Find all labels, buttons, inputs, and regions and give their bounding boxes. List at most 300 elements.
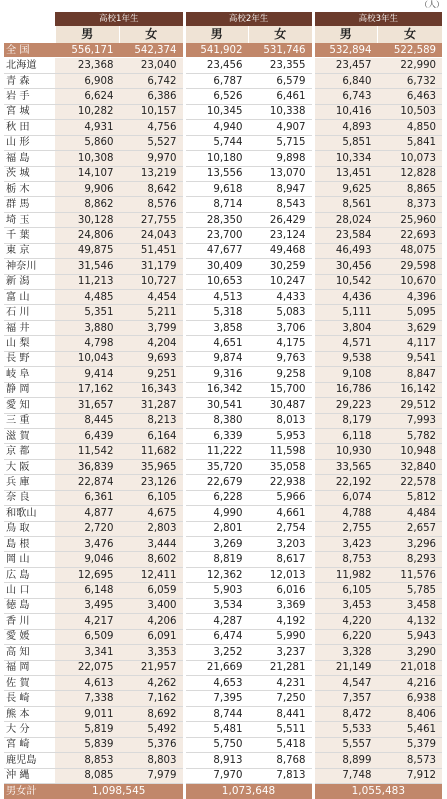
table-cell: 10,282 bbox=[55, 104, 120, 119]
table-cell: 11,682 bbox=[120, 444, 185, 459]
table-row bbox=[4, 614, 442, 629]
prefecture-label: 大 阪 bbox=[4, 459, 55, 474]
table-cell: 8,543 bbox=[249, 197, 314, 212]
table-cell: 23,584 bbox=[313, 228, 378, 243]
table-row bbox=[4, 197, 442, 212]
prefecture-label: 和歌山 bbox=[4, 506, 55, 521]
table-row bbox=[4, 691, 442, 706]
prefecture-label: 石 川 bbox=[4, 305, 55, 320]
prefecture-label: 神奈川 bbox=[4, 259, 55, 274]
table-cell: 8,441 bbox=[249, 706, 314, 721]
table-cell: 4,204 bbox=[120, 336, 185, 351]
table-cell: 4,206 bbox=[120, 614, 185, 629]
table-row bbox=[4, 490, 442, 505]
table-cell: 22,874 bbox=[55, 475, 120, 490]
prefecture-label: 福 井 bbox=[4, 320, 55, 335]
table-cell: 6,386 bbox=[120, 89, 185, 104]
prefecture-label: 熊 本 bbox=[4, 706, 55, 721]
table-cell: 4,436 bbox=[313, 290, 378, 305]
table-cell: 12,362 bbox=[184, 567, 249, 582]
table-cell: 11,542 bbox=[55, 444, 120, 459]
table-cell: 12,828 bbox=[378, 166, 443, 181]
table-row bbox=[4, 212, 442, 227]
table-cell: 10,308 bbox=[55, 151, 120, 166]
table-row bbox=[4, 228, 442, 243]
table-cell: 5,785 bbox=[378, 583, 443, 598]
grade-header-1: 高校1年生 bbox=[55, 12, 184, 26]
table-row bbox=[4, 243, 442, 258]
table-row bbox=[4, 367, 442, 382]
table-cell: 5,782 bbox=[378, 428, 443, 443]
table-cell: 7,813 bbox=[249, 768, 314, 783]
table-row bbox=[4, 737, 442, 752]
table-cell: 9,693 bbox=[120, 351, 185, 366]
table-cell: 23,126 bbox=[120, 475, 185, 490]
table-cell: 4,132 bbox=[378, 614, 443, 629]
table-cell: 10,247 bbox=[249, 274, 314, 289]
table-cell: 7,979 bbox=[120, 768, 185, 783]
table-cell: 4,433 bbox=[249, 290, 314, 305]
table-cell: 5,511 bbox=[249, 722, 314, 737]
table-cell: 4,907 bbox=[249, 120, 314, 135]
table-cell: 3,252 bbox=[184, 645, 249, 660]
prefecture-label: 山 形 bbox=[4, 135, 55, 150]
table-row bbox=[4, 305, 442, 320]
table-cell: 23,355 bbox=[249, 58, 314, 73]
table-cell: 6,579 bbox=[249, 73, 314, 88]
table-cell: 4,877 bbox=[55, 506, 120, 521]
table-row bbox=[4, 444, 442, 459]
table-cell: 9,898 bbox=[249, 151, 314, 166]
table-row bbox=[4, 629, 442, 644]
table-cell: 6,743 bbox=[313, 89, 378, 104]
sex-header: 女 bbox=[120, 26, 185, 43]
table-cell: 532,894 bbox=[313, 43, 378, 58]
table-row bbox=[4, 567, 442, 582]
table-cell: 15,700 bbox=[249, 382, 314, 397]
table-cell: 30,541 bbox=[184, 398, 249, 413]
table-cell: 6,840 bbox=[313, 73, 378, 88]
table-cell: 6,787 bbox=[184, 73, 249, 88]
table-row bbox=[4, 290, 442, 305]
table-cell: 8,803 bbox=[120, 753, 185, 768]
table-cell: 6,059 bbox=[120, 583, 185, 598]
table-cell: 4,788 bbox=[313, 506, 378, 521]
prefecture-label: 岐 阜 bbox=[4, 367, 55, 382]
table-cell: 9,258 bbox=[249, 367, 314, 382]
table-cell: 7,970 bbox=[184, 768, 249, 783]
table-cell: 8,642 bbox=[120, 181, 185, 196]
table-cell: 6,105 bbox=[313, 583, 378, 598]
table-cell: 9,011 bbox=[55, 706, 120, 721]
table-cell: 4,651 bbox=[184, 336, 249, 351]
table-row bbox=[4, 120, 442, 135]
table-cell: 8,768 bbox=[249, 753, 314, 768]
table-cell: 4,756 bbox=[120, 120, 185, 135]
table-cell: 22,938 bbox=[249, 475, 314, 490]
table-cell: 10,930 bbox=[313, 444, 378, 459]
table-row bbox=[4, 753, 442, 768]
table-cell: 22,075 bbox=[55, 660, 120, 675]
table-cell: 9,541 bbox=[378, 351, 443, 366]
sex-header: 女 bbox=[249, 26, 314, 43]
table-cell: 24,806 bbox=[55, 228, 120, 243]
table-cell: 556,171 bbox=[55, 43, 120, 58]
table-cell: 21,669 bbox=[184, 660, 249, 675]
table-cell: 4,216 bbox=[378, 675, 443, 690]
table-row bbox=[4, 598, 442, 613]
prefecture-label: 岩 手 bbox=[4, 89, 55, 104]
table-cell: 8,847 bbox=[378, 367, 443, 382]
table-cell: 35,965 bbox=[120, 459, 185, 474]
table-cell: 4,117 bbox=[378, 336, 443, 351]
grade-header-3: 高校3年生 bbox=[313, 12, 442, 26]
table-cell: 31,179 bbox=[120, 259, 185, 274]
table-cell: 16,142 bbox=[378, 382, 443, 397]
table-cell: 7,338 bbox=[55, 691, 120, 706]
table-cell: 3,269 bbox=[184, 537, 249, 552]
table-cell: 10,043 bbox=[55, 351, 120, 366]
prefecture-label: 島 根 bbox=[4, 537, 55, 552]
table-cell: 21,018 bbox=[378, 660, 443, 675]
prefecture-label: 香 川 bbox=[4, 614, 55, 629]
table-cell: 3,369 bbox=[249, 598, 314, 613]
prefecture-label: 沖 縄 bbox=[4, 768, 55, 783]
prefecture-label: 京 都 bbox=[4, 444, 55, 459]
table-cell: 5,819 bbox=[55, 722, 120, 737]
table-cell: 2,754 bbox=[249, 521, 314, 536]
table-cell: 8,714 bbox=[184, 197, 249, 212]
table-cell: 5,953 bbox=[249, 428, 314, 443]
table-cell: 4,893 bbox=[313, 120, 378, 135]
table-cell: 8,472 bbox=[313, 706, 378, 721]
table-cell: 5,990 bbox=[249, 629, 314, 644]
table-cell: 4,217 bbox=[55, 614, 120, 629]
table-cell: 30,409 bbox=[184, 259, 249, 274]
table-cell: 28,024 bbox=[313, 212, 378, 227]
table-cell: 21,957 bbox=[120, 660, 185, 675]
table-cell: 23,457 bbox=[313, 58, 378, 73]
table-cell: 5,492 bbox=[120, 722, 185, 737]
table-cell: 29,223 bbox=[313, 398, 378, 413]
table-cell: 36,839 bbox=[55, 459, 120, 474]
table-cell: 541,902 bbox=[184, 43, 249, 58]
table-cell: 32,840 bbox=[378, 459, 443, 474]
table-row bbox=[4, 73, 442, 88]
table-cell: 51,451 bbox=[120, 243, 185, 258]
table-cell: 2,657 bbox=[378, 521, 443, 536]
table-cell: 3,495 bbox=[55, 598, 120, 613]
table-cell: 3,444 bbox=[120, 537, 185, 552]
table-row bbox=[4, 537, 442, 552]
prefecture-label: 福 島 bbox=[4, 151, 55, 166]
table-cell: 5,211 bbox=[120, 305, 185, 320]
table-cell: 6,463 bbox=[378, 89, 443, 104]
table-cell: 4,940 bbox=[184, 120, 249, 135]
sex-header: 男 bbox=[313, 26, 378, 43]
table-cell: 5,715 bbox=[249, 135, 314, 150]
table-cell: 8,179 bbox=[313, 413, 378, 428]
prefecture-label: 宮 城 bbox=[4, 104, 55, 119]
table-cell: 5,376 bbox=[120, 737, 185, 752]
table-cell: 12,695 bbox=[55, 567, 120, 582]
table-cell: 8,947 bbox=[249, 181, 314, 196]
prefecture-label: 東 京 bbox=[4, 243, 55, 258]
prefecture-label: 岡 山 bbox=[4, 552, 55, 567]
table-cell: 2,755 bbox=[313, 521, 378, 536]
table-cell: 5,557 bbox=[313, 737, 378, 752]
table-cell: 8,373 bbox=[378, 197, 443, 212]
table-cell: 6,164 bbox=[120, 428, 185, 443]
table-cell: 4,990 bbox=[184, 506, 249, 521]
prefecture-label: 大 分 bbox=[4, 722, 55, 737]
table-cell: 4,653 bbox=[184, 675, 249, 690]
table-cell: 522,589 bbox=[378, 43, 443, 58]
table-cell: 10,727 bbox=[120, 274, 185, 289]
table-cell: 9,108 bbox=[313, 367, 378, 382]
grand-total-cell: 1,098,545 bbox=[55, 784, 184, 799]
table-cell: 11,598 bbox=[249, 444, 314, 459]
table-cell: 7,250 bbox=[249, 691, 314, 706]
table-cell: 5,318 bbox=[184, 305, 249, 320]
table-cell: 5,379 bbox=[378, 737, 443, 752]
table-cell: 6,526 bbox=[184, 89, 249, 104]
table-cell: 49,875 bbox=[55, 243, 120, 258]
prefecture-label: 山 口 bbox=[4, 583, 55, 598]
table-cell: 21,149 bbox=[313, 660, 378, 675]
table-cell: 5,839 bbox=[55, 737, 120, 752]
prefecture-label: 富 山 bbox=[4, 290, 55, 305]
table-cell: 8,899 bbox=[313, 753, 378, 768]
prefecture-label: 北海道 bbox=[4, 58, 55, 73]
table-cell: 6,220 bbox=[313, 629, 378, 644]
table-row bbox=[4, 675, 442, 690]
table-cell: 4,571 bbox=[313, 336, 378, 351]
table-cell: 2,801 bbox=[184, 521, 249, 536]
table-cell: 26,429 bbox=[249, 212, 314, 227]
table-cell: 10,157 bbox=[120, 104, 185, 119]
table-row bbox=[4, 274, 442, 289]
table-cell: 8,862 bbox=[55, 197, 120, 212]
table-cell: 2,720 bbox=[55, 521, 120, 536]
table-cell: 4,485 bbox=[55, 290, 120, 305]
sex-header-row bbox=[4, 26, 442, 43]
table-cell: 5,943 bbox=[378, 629, 443, 644]
table-cell: 27,755 bbox=[120, 212, 185, 227]
table-cell: 21,281 bbox=[249, 660, 314, 675]
table-row bbox=[4, 459, 442, 474]
table-cell: 6,339 bbox=[184, 428, 249, 443]
table-cell: 6,105 bbox=[120, 490, 185, 505]
prefecture-label: 青 森 bbox=[4, 73, 55, 88]
table-row bbox=[4, 58, 442, 73]
table-cell: 4,262 bbox=[120, 675, 185, 690]
table-cell: 5,750 bbox=[184, 737, 249, 752]
table-cell: 24,043 bbox=[120, 228, 185, 243]
table-cell: 3,799 bbox=[120, 320, 185, 335]
prefecture-label: 長 野 bbox=[4, 351, 55, 366]
table-cell: 6,461 bbox=[249, 89, 314, 104]
table-cell: 22,679 bbox=[184, 475, 249, 490]
table-cell: 4,798 bbox=[55, 336, 120, 351]
table-cell: 9,414 bbox=[55, 367, 120, 382]
table-cell: 9,251 bbox=[120, 367, 185, 382]
table-cell: 4,661 bbox=[249, 506, 314, 521]
table-cell: 4,287 bbox=[184, 614, 249, 629]
prefecture-label: 新 潟 bbox=[4, 274, 55, 289]
table-row bbox=[4, 398, 442, 413]
table-cell: 31,657 bbox=[55, 398, 120, 413]
table-cell: 6,509 bbox=[55, 629, 120, 644]
table-cell: 9,763 bbox=[249, 351, 314, 366]
prefecture-label: 群 馬 bbox=[4, 197, 55, 212]
table-cell: 6,361 bbox=[55, 490, 120, 505]
prefecture-label: 徳 島 bbox=[4, 598, 55, 613]
table-row bbox=[4, 645, 442, 660]
table-cell: 6,118 bbox=[313, 428, 378, 443]
table-cell: 23,040 bbox=[120, 58, 185, 73]
table-row bbox=[4, 320, 442, 335]
table-cell: 5,851 bbox=[313, 135, 378, 150]
table-cell: 4,484 bbox=[378, 506, 443, 521]
table-cell: 8,573 bbox=[378, 753, 443, 768]
prefecture-label: 高 知 bbox=[4, 645, 55, 660]
table-cell: 48,075 bbox=[378, 243, 443, 258]
table-row bbox=[4, 722, 442, 737]
prefecture-label: 鹿児島 bbox=[4, 753, 55, 768]
table-cell: 9,046 bbox=[55, 552, 120, 567]
sex-header: 男 bbox=[55, 26, 120, 43]
table-cell: 3,328 bbox=[313, 645, 378, 660]
sex-header: 女 bbox=[378, 26, 443, 43]
table-cell: 8,380 bbox=[184, 413, 249, 428]
table-cell: 7,748 bbox=[313, 768, 378, 783]
table-cell: 30,259 bbox=[249, 259, 314, 274]
prefecture-label: 秋 田 bbox=[4, 120, 55, 135]
table-cell: 8,293 bbox=[378, 552, 443, 567]
table-cell: 22,192 bbox=[313, 475, 378, 490]
table-cell: 4,192 bbox=[249, 614, 314, 629]
table-cell: 6,091 bbox=[120, 629, 185, 644]
table-cell: 29,512 bbox=[378, 398, 443, 413]
prefecture-label: 栃 木 bbox=[4, 181, 55, 196]
table-cell: 8,753 bbox=[313, 552, 378, 567]
table-cell: 22,693 bbox=[378, 228, 443, 243]
table-cell: 9,625 bbox=[313, 181, 378, 196]
table-cell: 6,732 bbox=[378, 73, 443, 88]
population-table bbox=[4, 12, 442, 799]
table-cell: 16,786 bbox=[313, 382, 378, 397]
table-cell: 16,342 bbox=[184, 382, 249, 397]
prefecture-label: 長 崎 bbox=[4, 691, 55, 706]
table-row bbox=[4, 583, 442, 598]
table-cell: 3,804 bbox=[313, 320, 378, 335]
table-row bbox=[4, 768, 442, 783]
table-cell: 30,487 bbox=[249, 398, 314, 413]
table-cell: 3,706 bbox=[249, 320, 314, 335]
table-cell: 13,451 bbox=[313, 166, 378, 181]
prefecture-label: 埼 玉 bbox=[4, 212, 55, 227]
table-cell: 28,350 bbox=[184, 212, 249, 227]
table-cell: 8,576 bbox=[120, 197, 185, 212]
table-cell: 3,400 bbox=[120, 598, 185, 613]
national-total-row bbox=[4, 43, 442, 58]
table-cell: 30,128 bbox=[55, 212, 120, 227]
table-cell: 35,058 bbox=[249, 459, 314, 474]
prefecture-label: 広 島 bbox=[4, 567, 55, 582]
grand-total-row bbox=[4, 784, 442, 799]
table-cell: 4,613 bbox=[55, 675, 120, 690]
table-row bbox=[4, 104, 442, 119]
table-cell: 6,016 bbox=[249, 583, 314, 598]
table-cell: 3,353 bbox=[120, 645, 185, 660]
table-cell: 9,538 bbox=[313, 351, 378, 366]
table-cell: 9,874 bbox=[184, 351, 249, 366]
table-cell: 23,700 bbox=[184, 228, 249, 243]
table-cell: 11,213 bbox=[55, 274, 120, 289]
prefecture-label: 滋 賀 bbox=[4, 428, 55, 443]
table-row bbox=[4, 89, 442, 104]
table-cell: 5,841 bbox=[378, 135, 443, 150]
table-cell: 17,162 bbox=[55, 382, 120, 397]
table-cell: 3,203 bbox=[249, 537, 314, 552]
table-cell: 7,993 bbox=[378, 413, 443, 428]
table-cell: 13,556 bbox=[184, 166, 249, 181]
table-cell: 9,906 bbox=[55, 181, 120, 196]
table-cell: 3,423 bbox=[313, 537, 378, 552]
table-cell: 3,858 bbox=[184, 320, 249, 335]
table-row bbox=[4, 259, 442, 274]
table-cell: 8,913 bbox=[184, 753, 249, 768]
table-cell: 30,456 bbox=[313, 259, 378, 274]
table-cell: 11,982 bbox=[313, 567, 378, 582]
prefecture-label: 福 岡 bbox=[4, 660, 55, 675]
table-cell: 3,534 bbox=[184, 598, 249, 613]
grade-header-2: 高校2年生 bbox=[184, 12, 313, 26]
table-cell: 531,746 bbox=[249, 43, 314, 58]
unit-label: （人） bbox=[420, 0, 444, 10]
table-cell: 6,474 bbox=[184, 629, 249, 644]
table-cell: 8,213 bbox=[120, 413, 185, 428]
table-cell: 3,341 bbox=[55, 645, 120, 660]
table-cell: 3,296 bbox=[378, 537, 443, 552]
table-cell: 4,850 bbox=[378, 120, 443, 135]
table-cell: 5,083 bbox=[249, 305, 314, 320]
table-cell: 3,629 bbox=[378, 320, 443, 335]
table-cell: 3,453 bbox=[313, 598, 378, 613]
table-cell: 6,938 bbox=[378, 691, 443, 706]
table-cell: 7,912 bbox=[378, 768, 443, 783]
table-cell: 46,493 bbox=[313, 243, 378, 258]
table-cell: 5,111 bbox=[313, 305, 378, 320]
table-cell: 6,439 bbox=[55, 428, 120, 443]
table-cell: 12,411 bbox=[120, 567, 185, 582]
table-cell: 13,219 bbox=[120, 166, 185, 181]
table-cell: 11,576 bbox=[378, 567, 443, 582]
table-cell: 8,853 bbox=[55, 753, 120, 768]
table-row bbox=[4, 428, 442, 443]
table-cell: 13,070 bbox=[249, 166, 314, 181]
table-cell: 8,692 bbox=[120, 706, 185, 721]
table-row bbox=[4, 135, 442, 150]
table-cell: 22,578 bbox=[378, 475, 443, 490]
grand-total-cell: 1,055,483 bbox=[313, 784, 442, 799]
table-row bbox=[4, 413, 442, 428]
prefecture-label: 茨 城 bbox=[4, 166, 55, 181]
table-cell: 5,351 bbox=[55, 305, 120, 320]
table-cell: 35,720 bbox=[184, 459, 249, 474]
sex-header: 男 bbox=[184, 26, 249, 43]
